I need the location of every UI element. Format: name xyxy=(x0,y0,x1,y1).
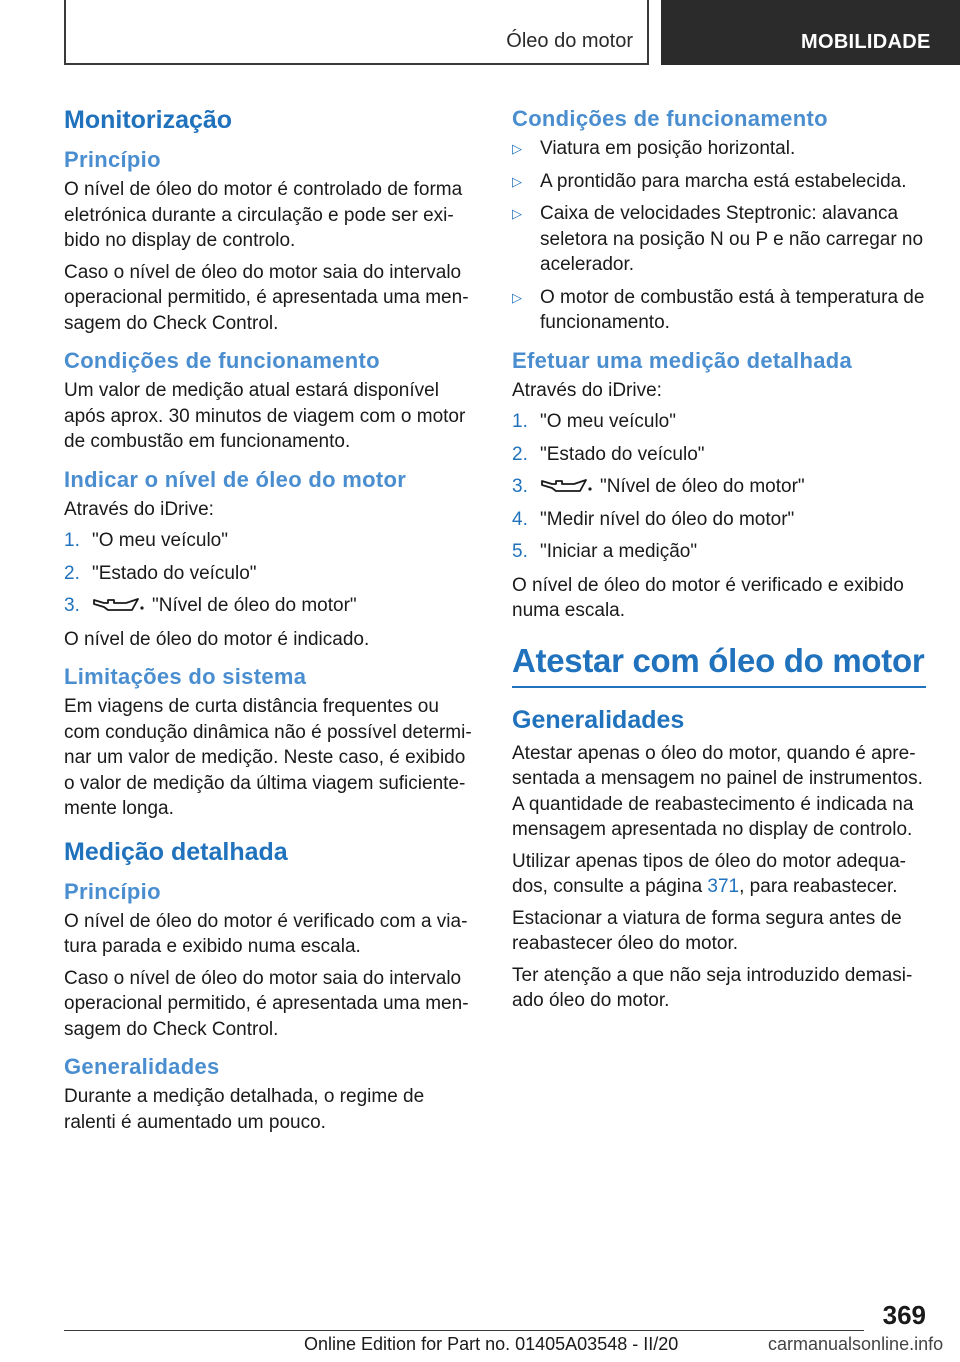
chapter-title-atestar: Atestar com óleo do motor xyxy=(512,642,926,688)
condition-text: O motor de combustão está à temperatura de funcionamento. xyxy=(540,286,925,333)
oil-can-icon xyxy=(540,477,592,495)
condition-text: Viatura em posição horizontal. xyxy=(540,138,796,159)
step-text: "Estado do veículo" xyxy=(92,562,257,584)
list-item xyxy=(512,136,926,162)
list-item xyxy=(512,285,926,336)
header-frame xyxy=(64,0,649,65)
right-column xyxy=(512,100,926,1020)
heading-indicar-nivel: Indicar o nível de óleo do motor xyxy=(64,466,407,492)
step-number: 2. xyxy=(512,443,528,465)
triangle-bullet-icon: ▷ xyxy=(512,206,522,221)
text: , para reabastecer. xyxy=(739,876,898,897)
list-item xyxy=(512,442,926,468)
paragraph: O nível de óleo do motor é verificado e exibido numa escala. xyxy=(512,574,904,621)
heading-condicoes: Condições de funcionamento xyxy=(512,106,828,131)
list-item xyxy=(512,474,926,500)
heading-condicoes: Condições de funcionamento xyxy=(64,348,380,373)
list-item xyxy=(64,561,478,587)
step-number: 3. xyxy=(64,595,80,616)
watermark-text: carmanualsonline.info xyxy=(768,1334,944,1354)
list-item xyxy=(64,593,478,619)
list-item xyxy=(512,169,926,195)
header-tab[interactable] xyxy=(661,0,960,65)
step-number: 5. xyxy=(512,541,528,562)
step-text: "Nível de óleo do motor" xyxy=(600,476,805,497)
idrive-steps-list xyxy=(512,409,926,565)
triangle-bullet-icon: ▷ xyxy=(512,289,522,305)
page-number: 369 xyxy=(882,1300,926,1330)
list-item xyxy=(64,528,478,554)
triangle-bullet-icon: ▷ xyxy=(512,141,522,156)
text: Utilizar apenas tipos de óleo do motor adequados, consulte a página xyxy=(512,850,906,897)
header-section-title: Óleo do motor xyxy=(506,30,633,52)
paragraph: Estacionar a viatura de forma segura antes de reabastecer óleo do motor. xyxy=(512,907,902,954)
header-tab-label: MOBILIDADE xyxy=(801,31,931,53)
heading-generalidades: Generalidades xyxy=(512,705,685,734)
list-item xyxy=(512,507,926,533)
heading-generalidades: Generalidades xyxy=(64,1054,220,1079)
heading-monitorizacao: Monitorização xyxy=(64,106,233,134)
step-number: 3. xyxy=(512,476,528,497)
step-text: "O meu veículo" xyxy=(92,530,228,551)
list-item xyxy=(512,409,926,435)
heading-efetuar-medicao: Efetuar uma medição detalhada xyxy=(512,347,853,373)
paragraph: Caso o nível de óleo do motor saia do intervalo operacional permitido, é apresentada uma mensagem do Check Control. xyxy=(64,967,469,1040)
heading-limitacoes: Limitações do sistema xyxy=(64,664,307,689)
paragraph: Caso o nível de óleo do motor saia do intervalo operacional permitido, é apresentada uma mensagem do Check Control. xyxy=(64,261,469,334)
paragraph: Através do iDrive: xyxy=(64,498,214,520)
left-column xyxy=(64,100,478,1141)
paragraph: Atestar apenas o óleo do motor, quando é apresentada a mensagem no painel de instrumentos. A quantidade de reabastecimento é indicada na mensagem apresentada no display de controlo. xyxy=(512,742,923,840)
step-text: "Estado do veículo" xyxy=(540,443,705,465)
list-item xyxy=(512,539,926,565)
oil-can-icon xyxy=(92,596,144,614)
paragraph: O nível de óleo do motor é verificado com a viatura parada e exibido numa escala. xyxy=(64,910,468,957)
step-number: 1. xyxy=(512,411,528,432)
step-number: 1. xyxy=(64,530,80,551)
page-reference-link[interactable]: 371 xyxy=(707,876,740,897)
footer-edition: Online Edition for Part no. 01405A03548 - II/20 xyxy=(304,1334,679,1354)
step-text: "Nível de óleo do motor" xyxy=(152,595,357,616)
paragraph: Através do iDrive: xyxy=(512,379,662,401)
idrive-steps-list xyxy=(64,528,478,619)
triangle-bullet-icon: ▷ xyxy=(512,173,522,189)
heading-medicao-detalhada: Medição detalhada xyxy=(64,837,288,866)
list-item xyxy=(512,201,926,278)
heading-principio: Princípio xyxy=(64,878,161,904)
step-number: 4. xyxy=(512,508,528,530)
step-text: "Iniciar a medição" xyxy=(540,541,698,562)
heading-principio: Princípio xyxy=(64,147,161,172)
step-number: 2. xyxy=(64,562,80,584)
paragraph: Em viagens de curta distância frequentes ou com condução dinâmica não é possível determinar um valor de medição. Neste caso, é exibido o valor de medição da última viagem suficientemente longa. xyxy=(64,696,472,819)
paragraph: O nível de óleo do motor é indicado. xyxy=(64,628,370,650)
step-text: "Medir nível do óleo do motor" xyxy=(540,508,795,530)
footer-divider xyxy=(64,1330,864,1331)
paragraph: Durante a medição detalhada, o regime de ralenti é aumentado um pouco. xyxy=(64,1086,425,1133)
paragraph: Um valor de medição atual estará disponível após aprox. 30 minutos de viagem com o motor de combustão em funcionamento. xyxy=(64,380,466,452)
conditions-list xyxy=(512,136,926,336)
paragraph: Ter atenção a que não seja introduzido demasiado óleo do motor. xyxy=(512,964,913,1011)
paragraph: O nível de óleo do motor é controlado de forma eletrónica durante a circulação e pode ser exibido no display de controlo. xyxy=(64,179,463,251)
step-text: "O meu veículo" xyxy=(540,411,676,432)
condition-text: A prontidão para marcha está estabelecida. xyxy=(540,170,907,192)
paragraph xyxy=(512,849,926,900)
condition-text: Caixa de velocidades Steptronic: alavanca seletora na posição N ou P e não carregar no acelerador. xyxy=(540,203,924,275)
